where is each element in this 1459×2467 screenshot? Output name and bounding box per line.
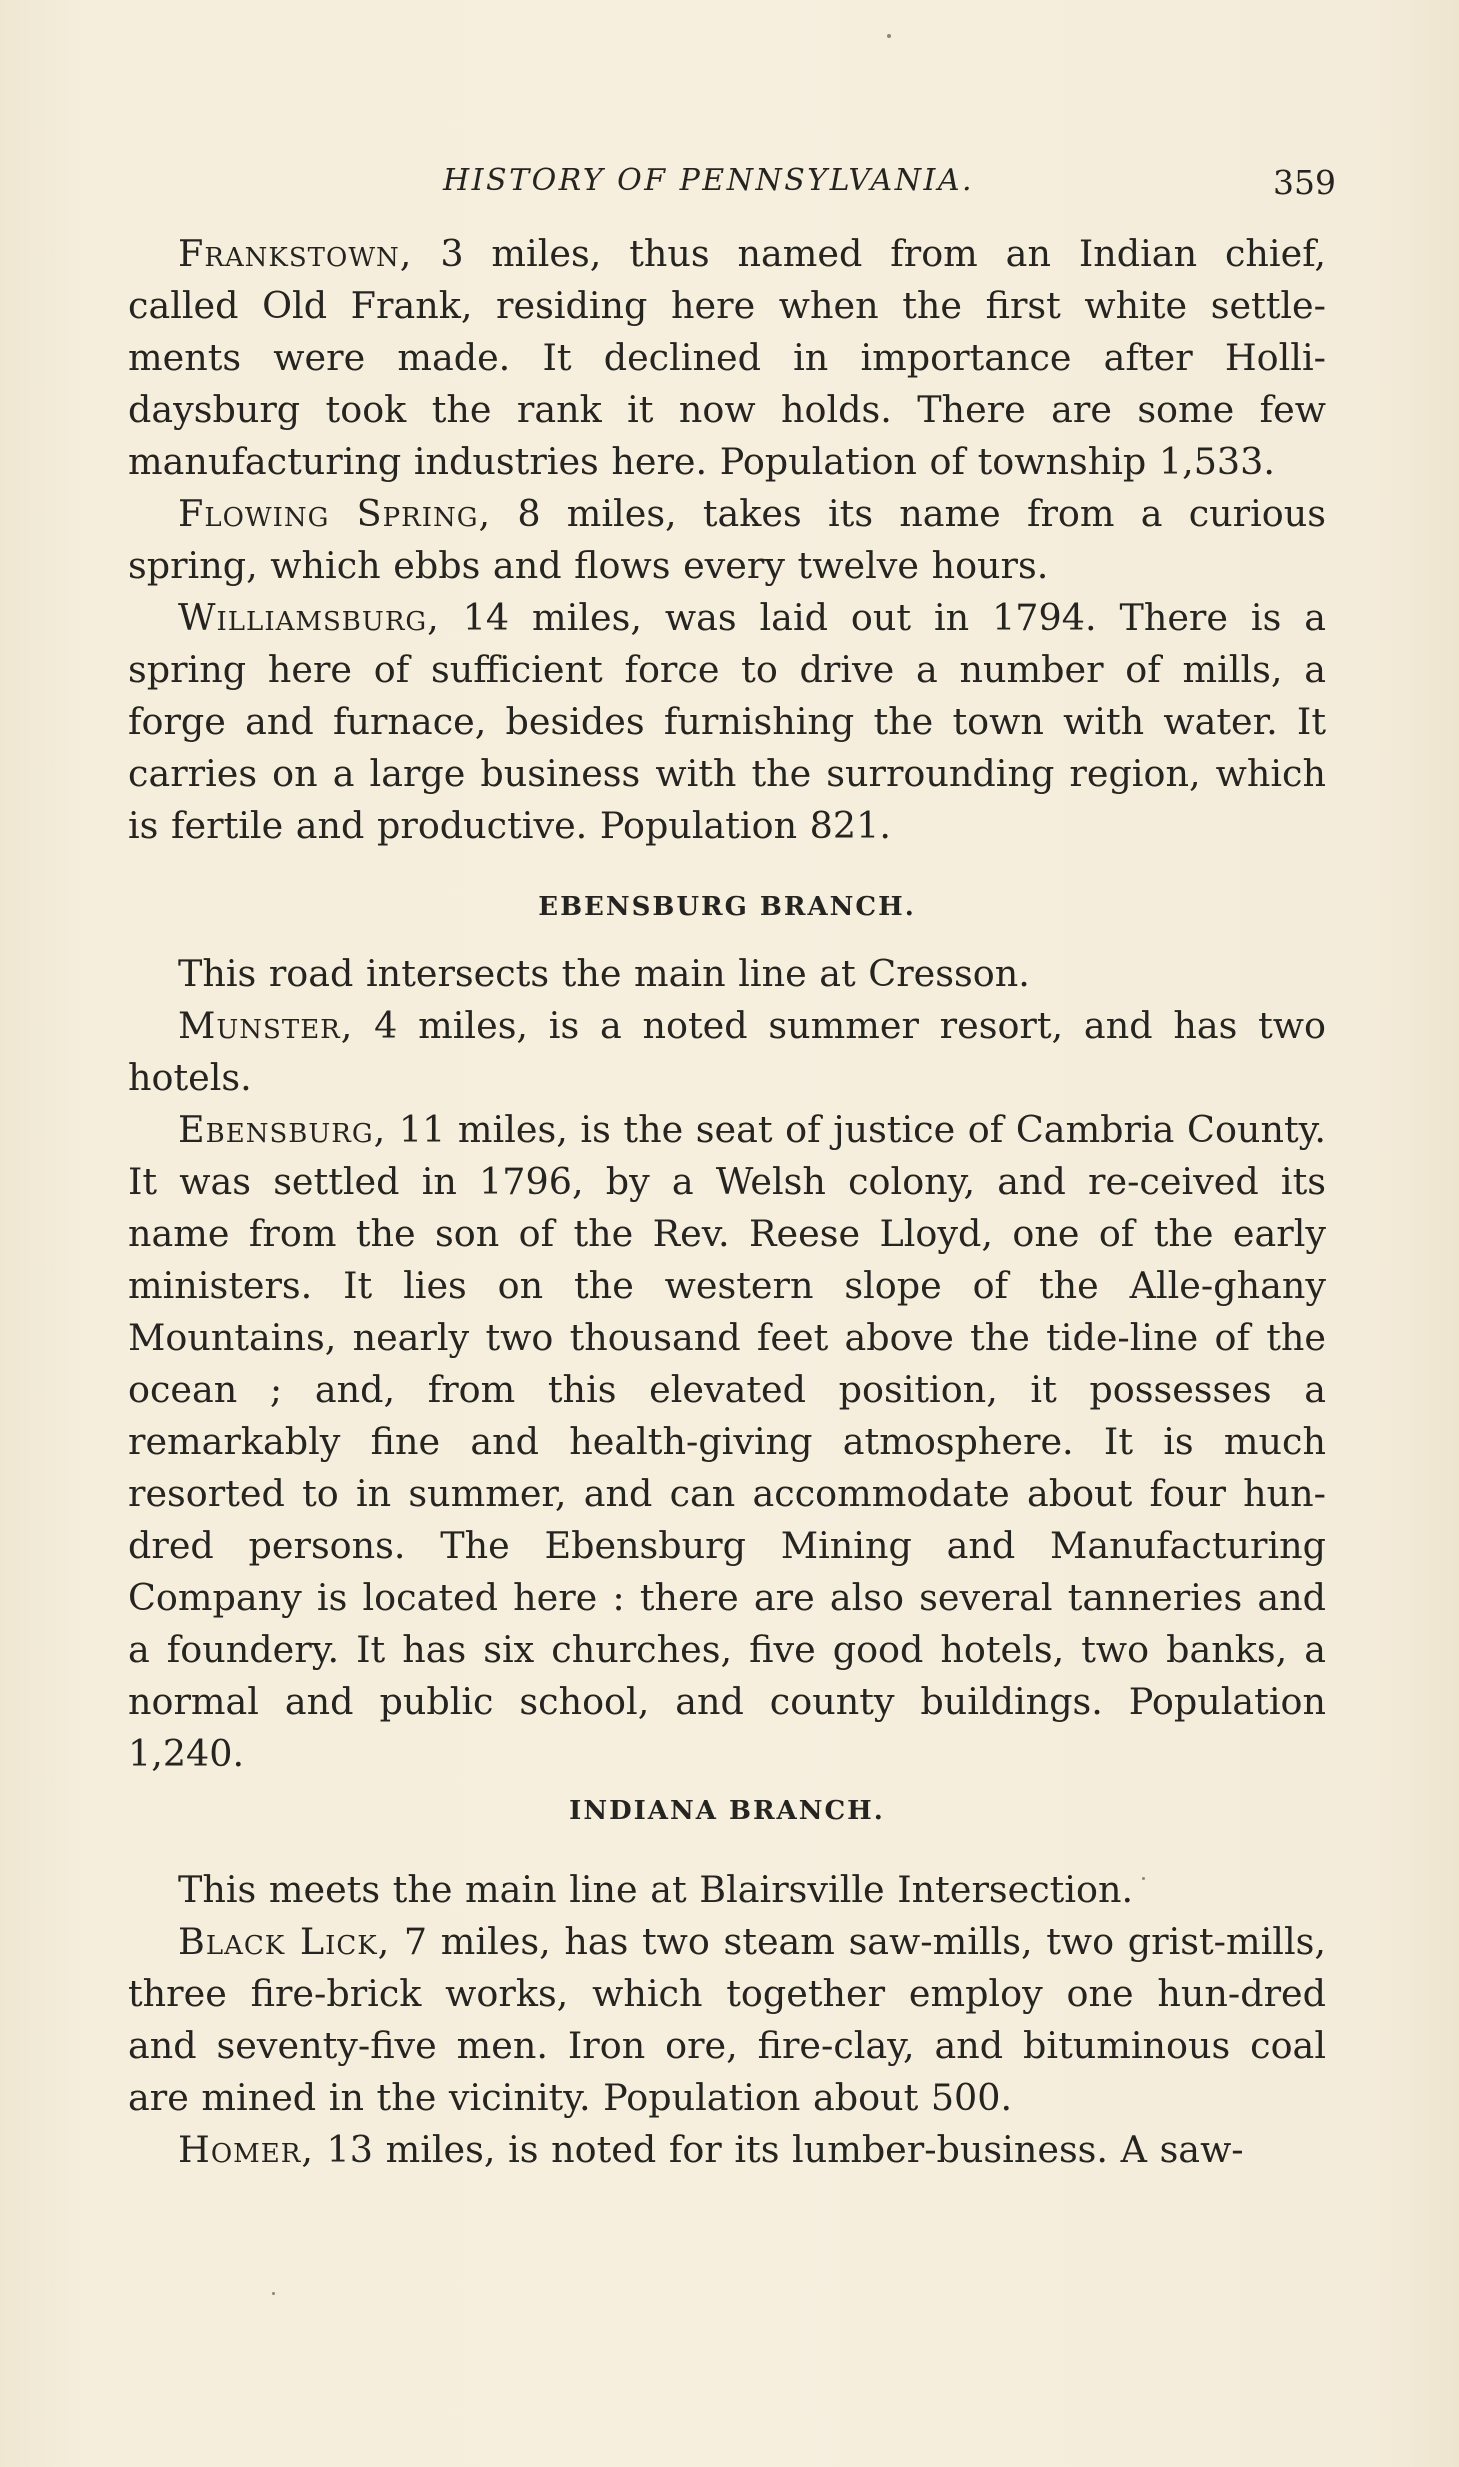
paragraph-ebensburg <box>128 1104 1326 1780</box>
paragraph-williamsburg <box>128 592 1326 852</box>
paragraph-text: 3 miles, thus named from an Indian chief, called Old Frank, residing here when the first white settle-ments were made. It declined in importance after Holli-daysburg took the rank it now holds. There are some few manufacturing industries here. Population of township 1,533. <box>128 232 1327 483</box>
paragraph-text: This road intersects the main line at Cresson. <box>178 952 1030 995</box>
paragraph-text: 11 miles, is the seat of justice of Cambria County. It was settled in 1796, by a Welsh colony, and re-ceived its name from the son of the Rev. Reese Lloyd, one of the early ministers. It lies on the western slope of the Alle-ghany Mountains, nearly two thousand feet above the tide-line of the ocean ; and, from this elevated position, it possesses a remarkably fine and health-giving atmosphere. It is much resorted to in summer, and can accommodate about four hun-dred persons. The Ebensburg Mining and Manufacturing Company is located here : there are also several tanneries and a foundery. It has six churches, five good hotels, two banks, a normal and public school, and county buildings. Population 1,240. <box>128 1108 1326 1775</box>
paragraph-munster <box>128 1000 1326 1104</box>
paragraph-cresson <box>128 948 1326 1000</box>
paragraph-black-lick <box>128 1916 1326 2124</box>
running-head <box>128 163 1336 213</box>
place-name: Munster, <box>178 1004 354 1047</box>
body-text <box>128 228 1326 2176</box>
paper-speck <box>887 34 891 38</box>
section-heading-indiana-branch: INDIANA BRANCH. <box>569 1796 885 1826</box>
section-heading-ebensburg-branch: EBENSBURG BRANCH. <box>538 892 916 922</box>
place-name: Frankstown, <box>178 232 413 275</box>
place-name: Ebensburg, <box>178 1108 387 1151</box>
paragraph-text: This meets the main line at Blairsville Intersection. <box>178 1868 1134 1911</box>
paragraph-text: 14 miles, was laid out in 1794. There is a spring here of sufficient force to drive a number of mills, a forge and furnace, besides furnishing the town with water. It carries on a large business with the surrounding region, which is fertile and productive. Population 821. <box>128 596 1326 847</box>
place-name: Williamsburg, <box>178 596 440 639</box>
page-number: 359 <box>1273 163 1336 202</box>
running-title: HISTORY OF PENNSYLVANIA. <box>443 163 975 198</box>
paragraph-frankstown <box>128 228 1326 488</box>
paper-speck <box>272 2292 275 2295</box>
paragraph-flowing-spring <box>128 488 1326 592</box>
paragraph-blairsville <box>128 1864 1326 1916</box>
place-name: Homer, <box>178 2128 314 2171</box>
paragraph-text: 13 miles, is noted for its lumber-business. A saw- <box>326 2128 1244 2171</box>
place-name: Flowing Spring, <box>178 492 492 535</box>
paragraph-text: 4 miles, is a noted summer resort, and has two hotels. <box>128 1004 1326 1099</box>
paragraph-text: 8 miles, takes its name from a curious spring, which ebbs and flows every twelve hours. <box>128 492 1326 587</box>
paragraph-text: 7 miles, has two steam saw-mills, two grist-mills, three fire-brick works, which together employ one hun-dred and seventy-five men. Iron ore, fire-clay, and bituminous coal are mined in the vicinity. Population about 500. <box>128 1920 1326 2119</box>
paragraph-homer <box>128 2124 1326 2176</box>
place-name: Black Lick, <box>178 1920 391 1963</box>
